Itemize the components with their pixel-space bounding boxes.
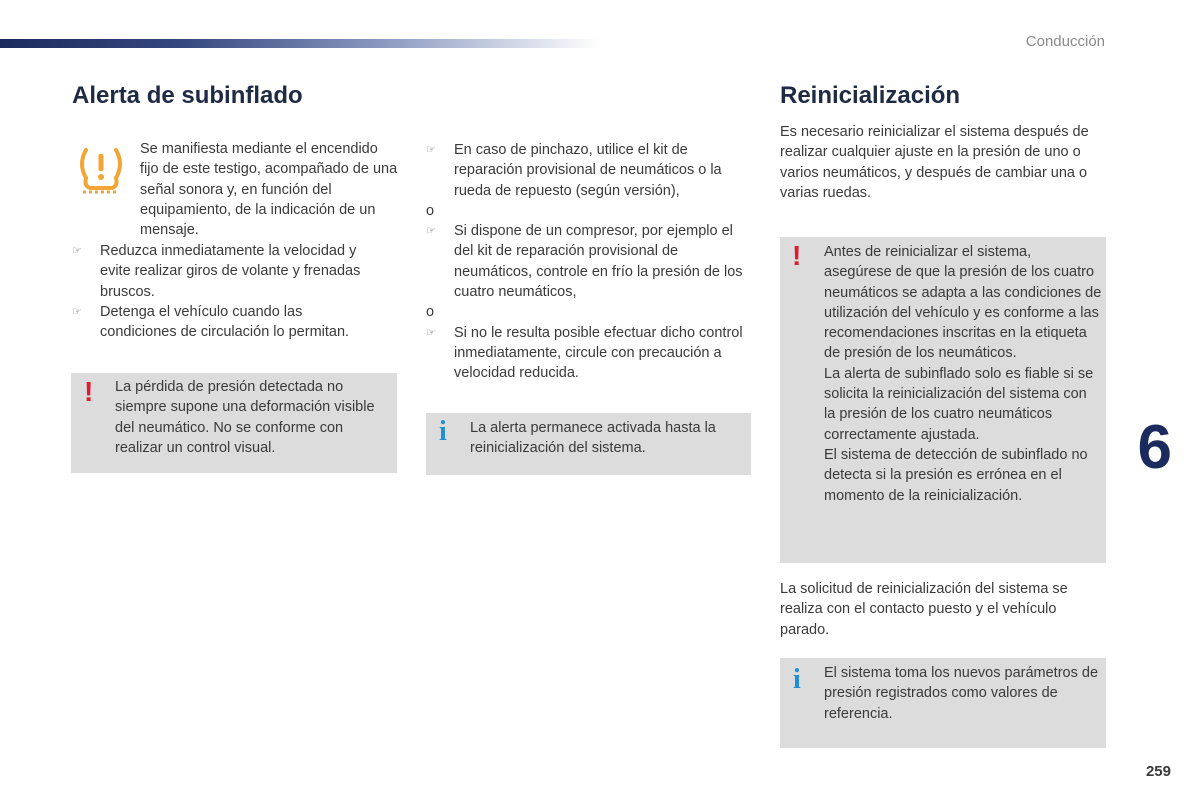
middle-info-box [426,413,751,475]
pointing-hand-icon: ☞ [72,305,82,318]
or-separator: o [426,202,435,219]
right-warning-box [780,237,1106,563]
pointing-hand-icon: ☞ [426,326,436,339]
or-separator: o [426,304,435,321]
list-item [426,323,746,384]
left-bullet-list [72,241,382,342]
list-item [72,302,382,343]
pointing-hand-icon: ☞ [72,245,82,257]
info-text: El sistema toma los nuevos parámetros de presión registrados como valores de referencia. [824,665,1099,722]
info-text: La alerta permanece activada hasta la reinicialización del sistema. [470,420,716,457]
chapter-number: 6 [1137,413,1172,482]
left-warning-box [71,373,397,473]
warning-paragraph: La alerta de subinflado solo es fiable si se solicita la reinicialización del sistema con la presión de los cuatro neumáticos correctamente ajustada. [824,365,1094,443]
right-intro-text: Es necesario reinicializar el sistema después de realizar cualquier ajuste en la presión de uno o varios neumáticos, y después de cambiar una o varias ruedas. [780,124,1089,201]
tyre-pressure-warning-icon [76,146,126,201]
right-note-text: La solicitud de reinicialización del sistema se realiza con el contacto puesto y el vehículo parado. [780,581,1068,638]
bullet-text: Si dispone de un compresor, por ejemplo el del kit de reparación provisional de neumáticos, controle en frío la presión de los cuatro neumáticos, [454,223,743,301]
bullet-text: Detenga el vehículo cuando las condiciones de circulación lo permitan. [100,303,350,341]
info-icon: i [439,416,447,447]
bullet-text: En caso de pinchazo, utilice el kit de reparación provisional de neumáticos o la rueda de repuesto (según versión), [454,142,722,199]
right-info-box [780,658,1106,748]
section-title: Conducción [1025,33,1105,50]
left-heading: Alerta de subinflado [72,82,303,109]
middle-bullet-list [426,140,746,384]
warning-text: La pérdida de presión detectada no siempre supone una deformación visible del neumático. No se conforme con realizar un control visual. [115,379,375,456]
left-intro-text: Se manifiesta mediante el encendido fijo de este testigo, acompañado de una señal sonora y, en función del equipamiento, de la indicación de un mensaje. [140,141,398,239]
header-gradient-bar [0,39,600,48]
exclamation-icon: ! [792,240,802,271]
exclamation-icon: ! [84,376,94,407]
list-item [426,140,746,201]
list-item [426,221,746,302]
bullet-text: Reduzca inmediatamente la velocidad y evite realizar giros de volante y frenadas bruscos. [100,243,361,300]
warning-paragraph: El sistema de detección de subinflado no detecta si la presión es errónea en el momento de la reinicialización. [824,446,1088,504]
warning-text-group [824,242,1102,506]
warning-paragraph: Antes de reinicializar el sistema, asegúrese de que la presión de los cuatro neumáticos se adapta a las condiciones de utilización del vehículo y es conforme a las recomendaciones inscritas en la etiqueta de presión de los neumáticos. [824,244,1102,362]
info-icon: i [793,664,801,695]
list-item [72,241,382,302]
pointing-hand-icon: ☞ [426,144,436,156]
right-heading: Reinicialización [780,82,961,109]
page-number: 259 [1145,763,1171,780]
bullet-text: Si no le resulta posible efectuar dicho control inmediatamente, circule con precaución a velocidad reducida. [454,324,743,382]
pointing-hand-icon: ☞ [426,225,436,238]
